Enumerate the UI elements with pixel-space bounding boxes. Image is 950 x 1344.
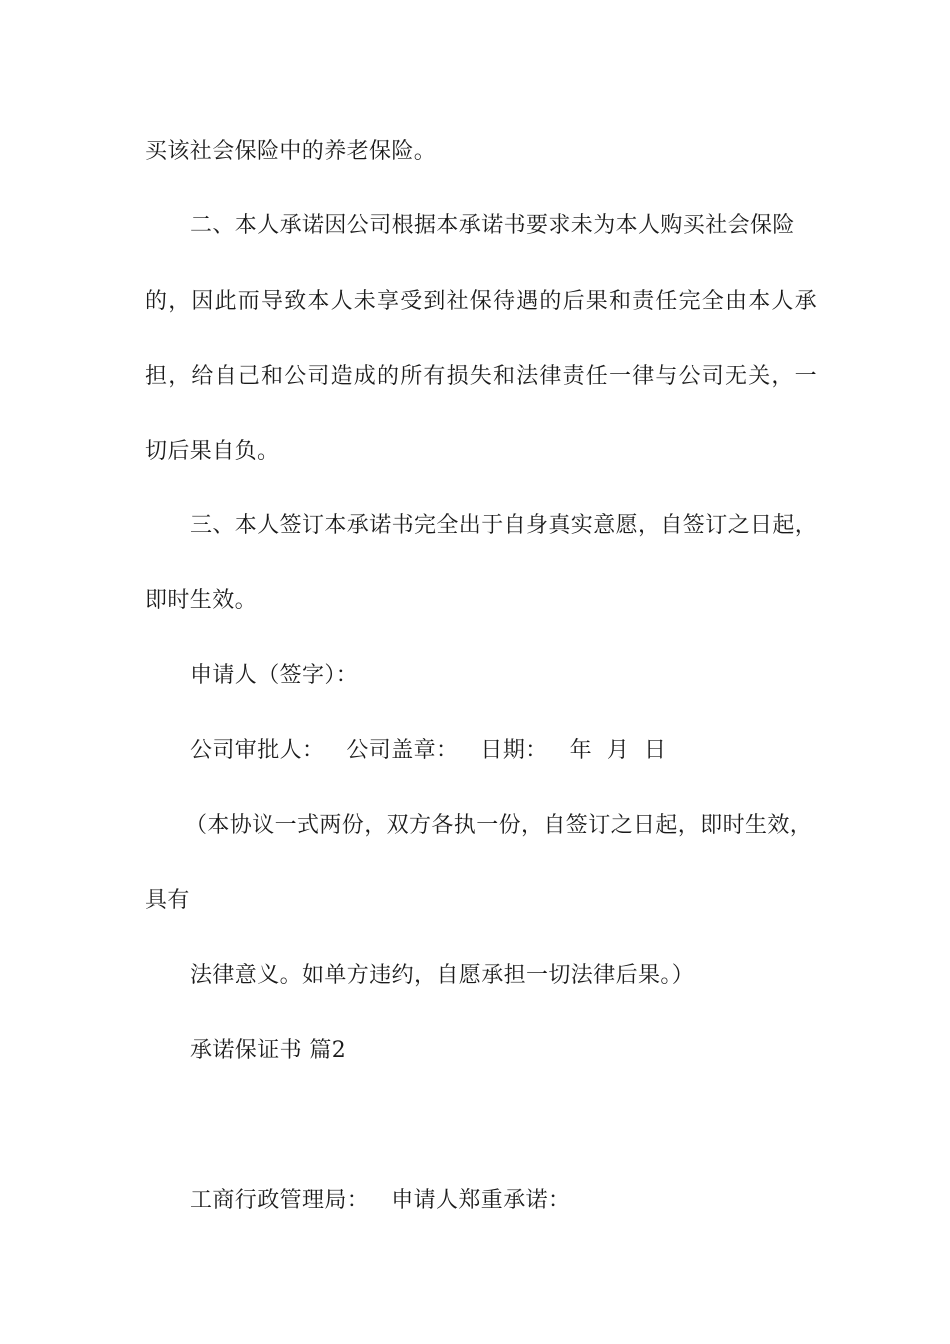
paragraph-line: 具有: [145, 888, 190, 913]
paragraph-line: 二、本人承诺因公司根据本承诺书要求未为本人购买社会保险: [190, 213, 795, 238]
section-title: 承诺保证书 篇2: [190, 1038, 347, 1063]
paragraph-line: （本协议一式两份，双方各执一份，自签订之日起，即时生效，: [185, 813, 813, 838]
approver-label: 公司审批人：: [190, 738, 325, 763]
paragraph-line: 的，因此而导致本人未享受到社保待遇的后果和责任完全由本人承: [145, 289, 818, 314]
day-label: 日: [644, 738, 667, 763]
addressee-line: [190, 1186, 570, 1216]
paragraph-line: 切后果自负。: [145, 439, 280, 464]
paragraph-line: 三、本人签订本承诺书完全出于自身真实意愿，自签订之日起，: [190, 513, 818, 538]
year-label: 年: [569, 738, 593, 763]
paragraph-line: 买该社会保险中的养老保险。: [145, 139, 437, 164]
signature-line: 申请人（签字）：: [190, 663, 359, 688]
paragraph-line: 即时生效。: [145, 588, 258, 613]
paragraph-line: 担，给自己和公司造成的所有损失和法律责任一律与公司无关，一: [145, 364, 818, 389]
date-label: 日期：: [480, 738, 548, 763]
applicant-pledge: 申请人郑重承诺：: [391, 1188, 571, 1213]
paragraph-line: 法律意义。如单方违约，自愿承担一切法律后果。）: [190, 963, 695, 988]
approval-row: [190, 736, 666, 766]
seal-label: 公司盖章：: [346, 738, 459, 763]
month-label: 月: [606, 738, 630, 763]
addressee: 工商行政管理局：: [190, 1188, 370, 1213]
